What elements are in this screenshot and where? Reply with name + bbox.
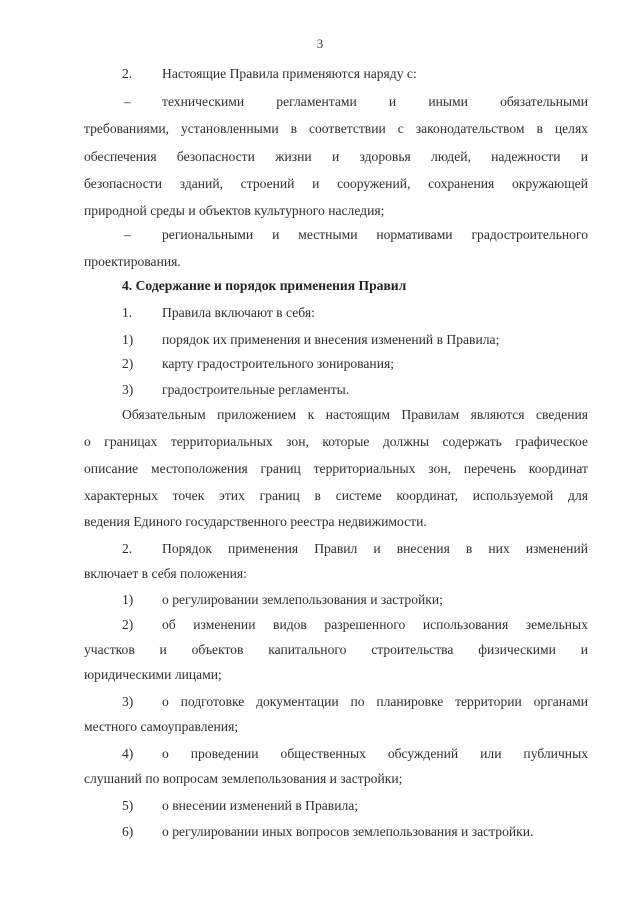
list-number: 5)	[122, 798, 134, 813]
list-number: 2)	[122, 617, 134, 632]
list-item-text: о регулировании иных вопросов землепользования и застройки.	[162, 824, 534, 839]
paragraph-line: характерных точек этих границ в системе координат, используемой для	[84, 488, 588, 503]
section-heading: 4. Содержание и порядок применения Правил	[122, 278, 407, 293]
paragraph-line: обеспечения безопасности жизни и здоровья людей, надежности и	[84, 149, 588, 164]
list-item-text: о внесении изменений в Правила;	[162, 798, 359, 813]
list-number: 1)	[122, 592, 134, 607]
list-number: 4)	[122, 746, 134, 761]
list-item-text: карту градостроительного зонирования;	[162, 356, 395, 371]
list-number: 1)	[122, 332, 134, 347]
paragraph-text: Настоящие Правила применяются наряду с:	[162, 66, 417, 81]
list-number: 3)	[122, 382, 134, 397]
list-dash: –	[124, 227, 131, 242]
list-item-text: о регулировании землепользования и застройки;	[162, 592, 443, 607]
paragraph-line: включает в себя положения:	[84, 566, 247, 581]
list-number: 6)	[122, 824, 134, 839]
paragraph-line: о границах территориальных зон, которые должны содержать графическое	[84, 434, 588, 449]
page-number: 3	[316, 36, 324, 51]
paragraph-line: Обязательным приложением к настоящим Правилам являются сведения	[122, 407, 588, 422]
list-dash: –	[124, 94, 131, 109]
list-number: 2)	[122, 356, 134, 371]
paragraph-text: региональными и местными нормативами градостроительного	[162, 227, 588, 242]
paragraph-line: безопасности зданий, строений и сооружений, сохранения окружающей	[84, 176, 588, 191]
paragraph-line: природной среды и объектов культурного наследия;	[84, 203, 385, 218]
paragraph-line: слушаний по вопросам землепользования и застройки;	[84, 771, 403, 786]
list-item-text: об изменении видов разрешенного использования земельных	[162, 617, 588, 632]
list-number: 1.	[122, 305, 133, 320]
paragraph-text: Порядок применения Правил и внесения в них изменений	[162, 541, 588, 556]
list-item-text: градостроительные регламенты.	[162, 382, 350, 397]
list-number: 2.	[122, 541, 133, 556]
list-item-text: порядок их применения и внесения изменений в Правила;	[162, 332, 500, 347]
list-item-text: о подготовке документации по планировке территории органами	[162, 694, 588, 709]
paragraph-line: юридическими лицами;	[84, 667, 222, 682]
paragraph-line: требованиями, установленными в соответствии с законодательством в целях	[84, 121, 588, 136]
paragraph-line: участков и объектов капитального строительства физическими и	[84, 642, 588, 657]
paragraph-text: Правила включают в себя:	[162, 305, 315, 320]
list-item-text: о проведении общественных обсуждений или публичных	[162, 746, 588, 761]
paragraph-line: проектирования.	[84, 254, 181, 269]
list-number: 3)	[122, 694, 134, 709]
paragraph-line: описание местоположения границ территориальных зон, перечень координат	[84, 461, 588, 476]
list-number: 2.	[122, 66, 133, 81]
paragraph-line: местного самоуправления;	[84, 719, 239, 734]
paragraph-line: ведения Единого государственного реестра недвижимости.	[84, 514, 427, 529]
paragraph-text: техническими регламентами и иными обязательными	[162, 94, 588, 109]
